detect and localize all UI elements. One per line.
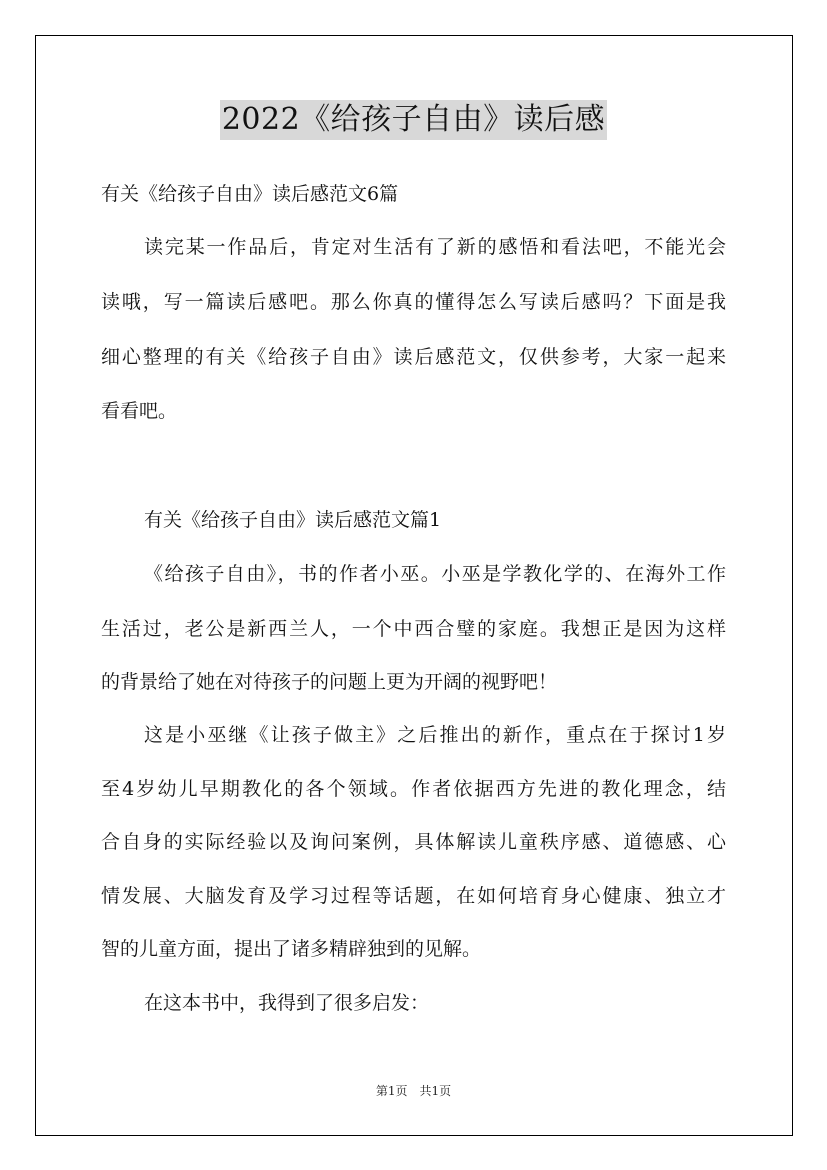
para2-line-1: 《给孩子自由》，书的作者小巫。小巫是学教化学的、在海外工作	[144, 563, 726, 585]
para3-line-2: 至4岁幼儿早期教化的各个领域。作者依据西方先进的教化理念，结	[101, 778, 726, 800]
para3-line-1: 这是小巫继《让孩子做主》之后推出的新作，重点在于探讨1岁	[144, 724, 726, 746]
page-footer: 第1页 共1页	[375, 1084, 452, 1098]
para4-line-1: 在这本书中，我得到了很多启发：	[144, 992, 430, 1014]
title-container	[0, 100, 827, 140]
document-subtitle: 有关《给孩子自由》读后感范文6篇	[101, 183, 399, 205]
para2-line-3: 的背景给了她在对待孩子的问题上更为开阔的视野吧！	[101, 671, 558, 693]
para3-line-4: 情发展、大脑发育及学习过程等话题，在如何培育身心健康、独立才	[101, 885, 726, 907]
intro-line-4: 看看吧。	[101, 400, 178, 422]
para3-line-3: 合自身的实际经验以及询问案例，具体解读儿童秩序感、道德感、心	[101, 831, 726, 853]
document-title: 2022《给孩子自由》读后感	[220, 100, 607, 140]
intro-line-1: 读完某一作品后，肯定对生活有了新的感悟和看法吧，不能光会	[144, 236, 726, 258]
para2-line-2: 生活过，老公是新西兰人，一个中西合璧的家庭。我想正是因为这样	[101, 618, 726, 640]
section-heading: 有关《给孩子自由》读后感范文篇1	[144, 509, 442, 531]
para3-line-5: 智的儿童方面，提出了诸多精辟独到的见解。	[101, 938, 482, 960]
intro-line-2: 读哦，写一篇读后感吧。那么你真的懂得怎么写读后感吗？下面是我	[101, 291, 726, 313]
intro-line-3: 细心整理的有关《给孩子自由》读后感范文，仅供参考，大家一起来	[101, 346, 726, 368]
